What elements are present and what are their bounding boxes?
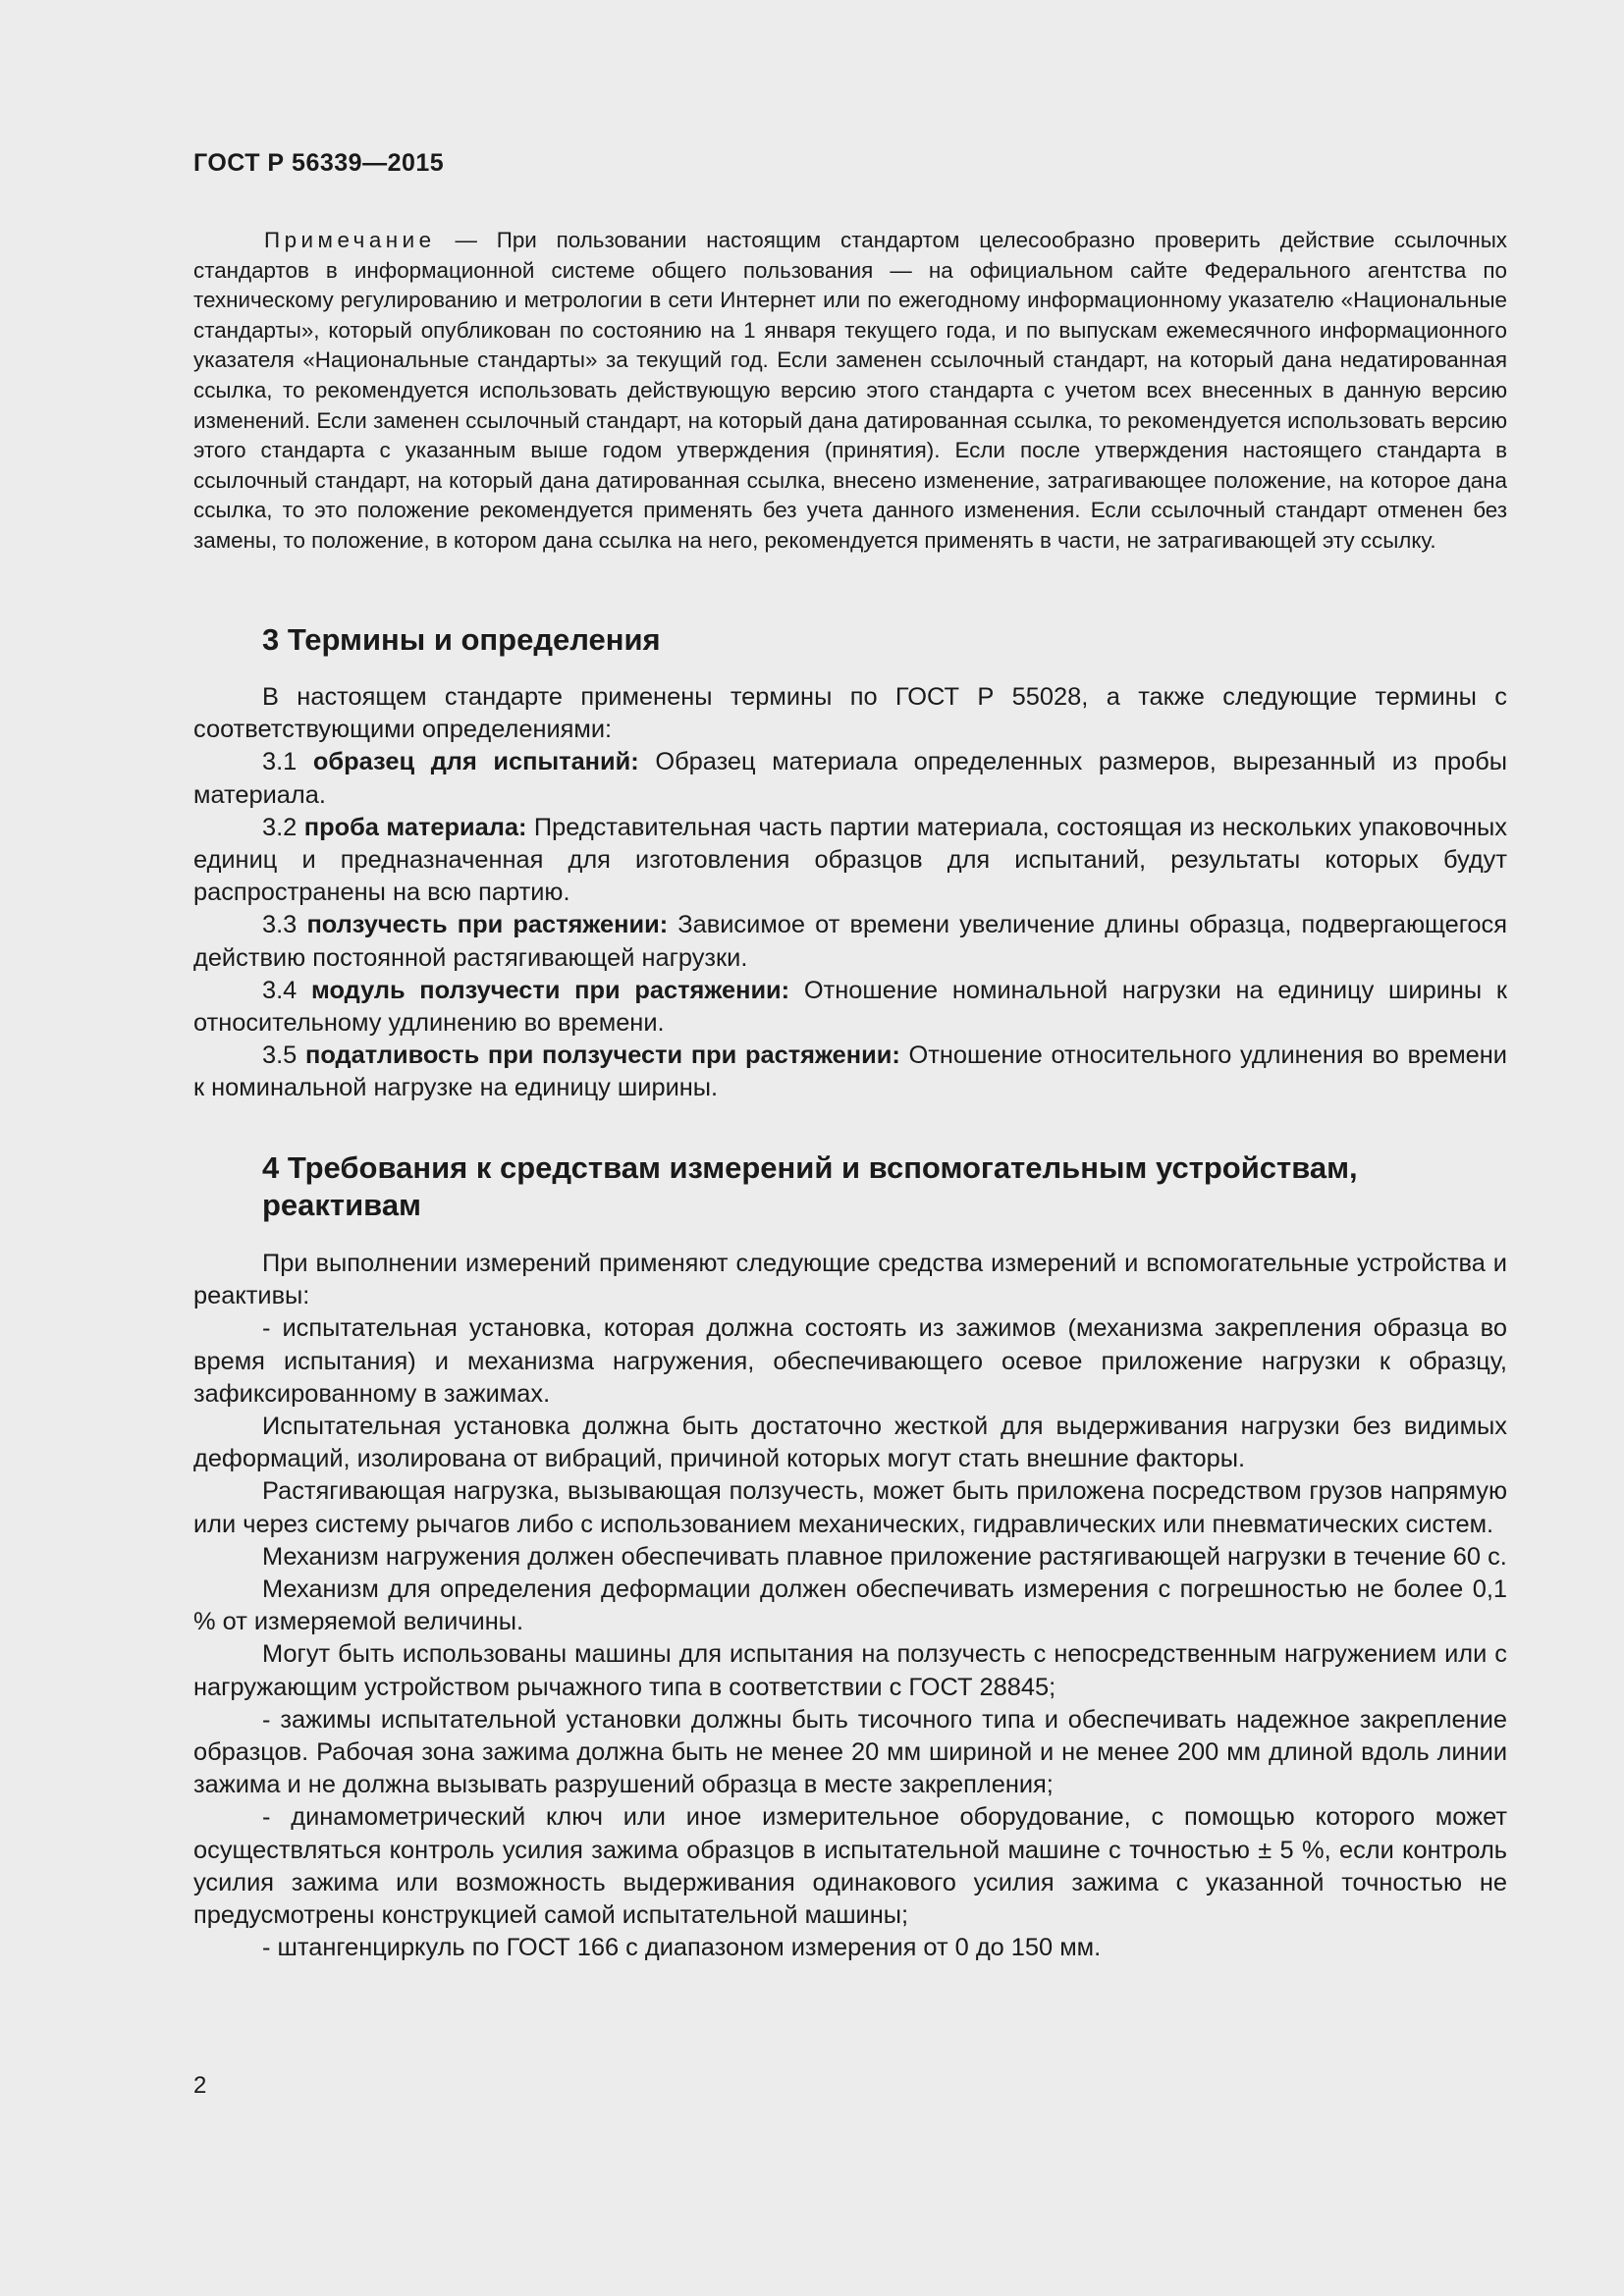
term-definition: Образец материала определенных размеров, вырезанный из пробы материала. [193,748,1507,809]
note-text: При пользовании настоящим стандартом целесообразно проверить действие ссылочных стандартов в информационной системе общего пользования — на официальном сайте Федерального агентства по техническому регулированию и метрологии в сети Интернет или по ежегодному информационному указателю «Национальные стандарты», который опубликован по состоянию на 1 января текущего года, и по выпускам ежемесячного информационного указателя «Национальные стандарты» за текущий год. Если заменен ссылочный стандарт, на который дана недатированная ссылка, то рекомендуется использовать действующую версию этого стандарта с учетом всех внесенных в данную версию изменений. Если заменен ссылочный стандарт, на который дана датированная ссылка, то рекомендуется использовать версию этого стандарта с указанным выше годом утверждения (принятия). Если после утверждения настоящего стандарта в ссылочный стандарт, на который дана датированная ссылка, внесено изменение, затрагивающее положение, на которое дана ссылка, то это положение рекомендуется применять без учета данного изменения. Если ссылочный стандарт отменен без замены, то положение, в котором дана ссылка на него, рекомендуется применять в части, не затрагивающей эту ссылку. [193,228,1507,553]
term-number: 3.2 [262,813,304,841]
term-name: проба материала: [303,813,527,841]
section-4-paragraph: Растягивающая нагрузка, вызывающая ползучесть, может быть приложена посредством грузов напрямую или через систему рычагов либо с использованием механических, гидравлических или пневматических систем. [193,1477,1507,1538]
document-header: ГОСТ Р 56339—2015 [193,149,445,177]
note-block [193,226,1507,557]
term-definition: Зависимое от времени увеличение длины образца, подвергающегося действию постоянной растягивающей нагрузки. [193,911,1507,972]
term-3-4 [193,975,1507,1040]
section-4-paragraph: Испытательная установка должна быть достаточно жесткой для выдерживания нагрузки без видимых деформаций, изолирована от вибраций, причиной которых могут стать внешние факторы. [193,1413,1507,1473]
note-label: Примечание [264,228,436,252]
section-4-list-item: - штангенциркуль по ГОСТ 166 с диапазоном измерения от 0 до 150 мм. [262,1934,1102,1962]
term-name: образец для испытаний: [312,748,639,776]
section-3-body [193,681,1507,1105]
section-4-list-item: - испытательная установка, которая должна состоять из зажимов (механизма закрепления образца во время испытания) и механизма нагружения, обеспечивающего осевое приложение нагрузки к образцу, зафиксированному в зажимах. [193,1314,1507,1408]
section-4-paragraph: Механизм для определения деформации должен обеспечивать измерения с погрешностью не более 0,1 % от измеряемой величины. [193,1575,1507,1636]
term-3-2 [193,812,1507,910]
term-number: 3.5 [262,1041,305,1070]
term-definition: Отношение номинальной нагрузки на единицу ширины к относительному удлинению во времени. [193,976,1507,1038]
section-4-heading: 4 Требования к средствам измерений и вспомогательным устройствам, реактивам [262,1150,1358,1222]
section-4-list-item: - зажимы испытательной установки должны быть тисочного типа и обеспечивать надежное закрепление образцов. Рабочая зона зажима должна быть не менее 20 мм шириной и не менее 200 мм длиной вдоль линии зажима и не должна вызывать разрушений образца в месте закрепления; [193,1705,1507,1799]
term-name: податливость при ползучести при растяжении: [304,1041,900,1070]
term-definition: Отношение относительного удлинения во времени к номинальной нагрузке на единицу ширины. [193,1041,1507,1102]
section-4-paragraph: Механизм нагружения должен обеспечивать плавное приложение растягивающей нагрузки в течение 60 с. [262,1542,1507,1571]
section-4-paragraph: Могут быть использованы машины для испытания на ползучесть с непосредственным нагружением или с нагружающим устройством рычажного типа в соответствии с ГОСТ 28845; [193,1640,1507,1701]
term-number: 3.1 [262,748,313,776]
term-3-5 [193,1040,1507,1104]
term-3-1 [193,746,1507,811]
term-number: 3.3 [262,911,307,939]
term-definition: Представительная часть партии материала, состоящая из нескольких упаковочных единиц и предназначенная для изготовления образцов для испытаний, результаты которых будут распространены на всю партию. [193,813,1507,907]
section-4-body [193,1248,1507,1964]
section-4-paragraph: При выполнении измерений применяют следующие средства измерений и вспомогательные устройства и реактивы: [193,1250,1507,1310]
section-3-intro: В настоящем стандарте применены термины по ГОСТ Р 55028, а также следующие термины с соответствующими определениями: [193,683,1507,744]
section-4-list-item: - динамометрический ключ или иное измерительное оборудование, с помощью которого может осуществляться контроль усилия зажима образцов в испытательной машине с точностью ± 5 %, если контроль усилия зажима или возможность выдерживания одинакового усилия зажима с указанной точностью не предусмотрены конструкцией самой испытательной машины; [193,1803,1507,1930]
term-name: ползучесть при растяжении: [306,911,669,939]
note-paragraph [193,226,1507,557]
page-number: 2 [193,2072,207,2099]
term-number: 3.4 [262,976,312,1004]
term-3-3 [193,909,1507,974]
section-3-heading: 3 Термины и определения [262,622,661,657]
term-name: модуль ползучести при растяжении: [311,976,790,1004]
note-dash: — [435,228,497,252]
document-page [193,0,1507,2296]
